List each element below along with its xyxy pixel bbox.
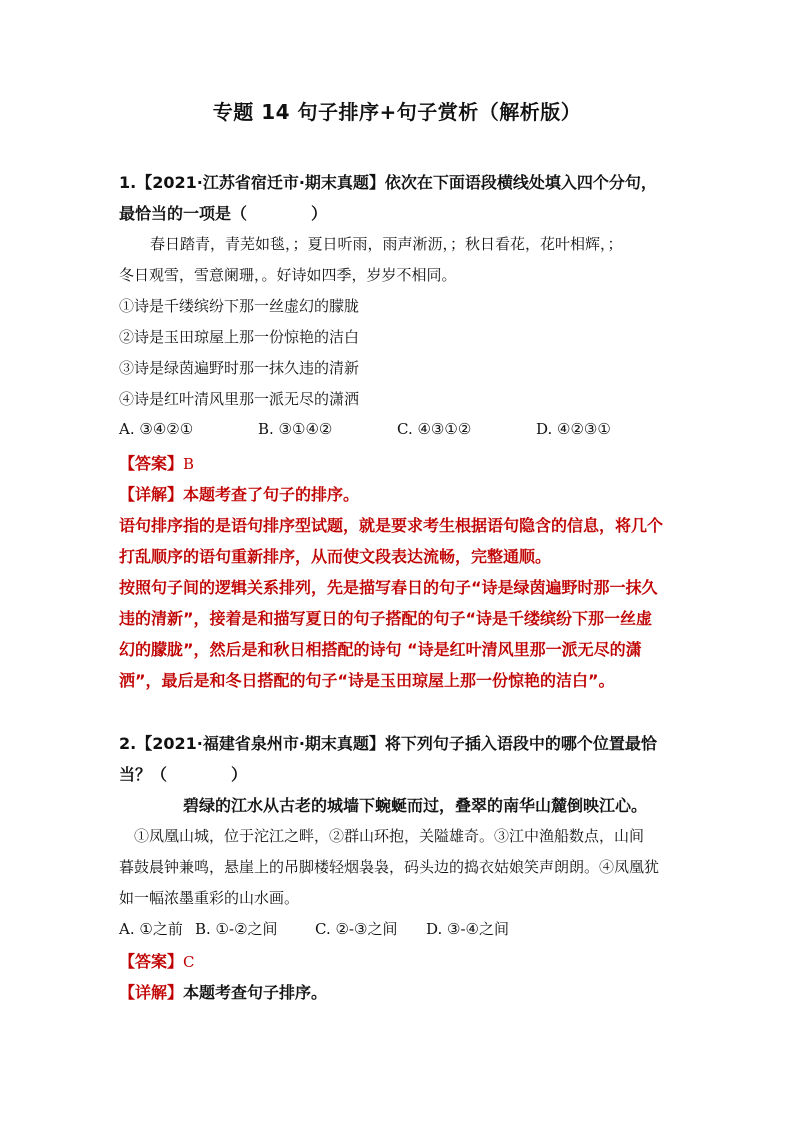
q1-analysis-line-6: 洒”，最后是和冬日搭配的句子“诗是玉田琼屋上那一份惊艳的洁白”。 [119,671,615,690]
q1-stem-line-2: 最恰当的一项是（ ） [119,204,328,223]
q2-answer-tag: 【答案】 [119,952,184,971]
q2-passage-line-3: 如一幅浓墨重彩的山水画。 [119,889,300,907]
q1-option-d: D. ④②③① [536,420,611,438]
q2-option-d: D. ③-④之间 [426,920,509,938]
q2-option-b: B. ①-②之间 [195,920,278,938]
q1-option-a: A. ③④②① [119,420,194,438]
q2-passage-line-1: ①凤凰山城，位于沱江之畔，②群山环抱，关隘雄奇。③江中渔船数点，山间 [134,827,645,845]
q1-item-4: ④诗是红叶清风里那一派无尽的潇洒 [119,390,360,408]
page-title: 专题 14 句子排序+句子赏析（解析版） [212,100,582,124]
q1-answer [119,451,194,474]
q1-option-b: B. ③①④② [258,420,333,438]
q1-item-1: ①诗是千缕缤纷下那一丝虚幻的朦胧 [119,297,360,315]
q1-option-c: C. ④③①② [397,420,472,438]
q1-item-2: ②诗是玉田琼屋上那一份惊艳的洁白 [119,328,360,346]
q2-detail-text: 本题考查句子排序。 [183,983,328,1002]
q2-option-a: A. ①之前 [119,920,183,938]
q1-analysis-line-4: 违的清新”，接着是和描写夏日的句子搭配的句子“诗是千缕缤纷下那一丝虚 [119,609,653,628]
q1-analysis-line-5: 幻的朦胧”，然后是和秋日相搭配的诗句 “诗是红叶清风里那一派无尽的潇 [119,640,642,659]
q2-detail-tag: 【详解】 [119,983,184,1002]
q2-answer [119,949,195,972]
q1-passage-line-1: 春日踏青，青芜如毯，；夏日听雨，雨声淅沥，；秋日看花，花叶相辉，； [150,235,623,253]
q2-answer-value: C [183,953,195,971]
q1-item-3: ③诗是绿茵遍野时那一抹久违的清新 [119,359,360,377]
q1-analysis-line-2: 打乱顺序的语句重新排序，从而使文段表达流畅，完整通顺。 [119,547,552,566]
q1-analysis-line-1: 语句排序指的是语句排序型试题，就是要求考生根据语句隐含的信息，将几个 [119,516,664,535]
q1-answer-value: B [183,455,195,473]
q2-stem-line-2: 当？（ ） [119,765,248,784]
q1-passage-line-2: 冬日观雪，雪意阑珊，。好诗如四季，岁岁不相同。 [119,266,457,284]
q2-detail [119,980,327,1003]
q1-analysis-line-3: 按照句子间的逻辑关系排列，先是描写春日的句子“诗是绿茵遍野时那一抹久 [119,578,658,597]
q2-option-c: C. ②-③之间 [315,920,398,938]
q1-detail-tag: 【详解】 [119,485,184,504]
q2-passage-line-2: 暮鼓晨钟兼鸣，悬崖上的吊脚楼轻烟袅袅，码头边的捣衣姑娘笑声朗朗。④凤凰犹 [119,858,660,876]
q2-stem-line-1: 2.【2021·福建省泉州市·期末真题】将下列句子插入语段中的哪个位置最恰 [119,734,657,753]
q1-detail-text: 本题考查了句子的排序。 [183,485,360,504]
q1-detail [119,482,359,505]
q1-answer-tag: 【答案】 [119,454,184,473]
q1-stem-line-1: 1.【2021·江苏省宿迁市·期末真题】依次在下面语段横线处填入四个分句， [119,173,657,192]
q2-insert-sentence: 碧绿的江水从古老的城墙下蜿蜒而过，叠翠的南华山麓倒映江心。 [183,796,648,815]
